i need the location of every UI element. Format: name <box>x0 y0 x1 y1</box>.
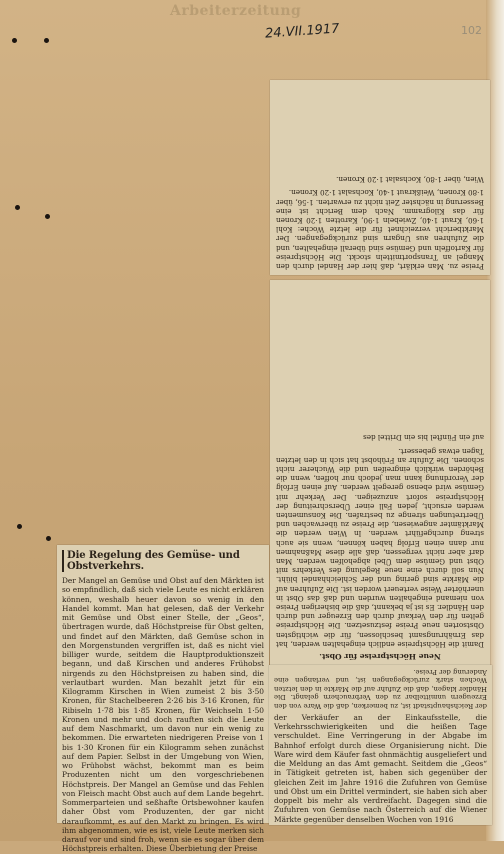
inverted-footer: Wien, über 1·80, Kochsalat 1·20 Kronen. <box>336 175 484 185</box>
handwritten-date: 24.VII.1917 <box>264 21 340 42</box>
article-headline: Die Regelung des Gemüse- und Obstverkehrs. <box>62 550 264 572</box>
inverted-text-block <box>270 80 490 275</box>
inverted-lines: der Reichshauptstadt ist, zu bemerken, daß die Ware von den Erzeugern unmittelbar zu den Verbrauchern gelangt. Die Händler klagen, daß die Zufuhr auf die Märkte in den letzten Wochen stark zurückgegangen ist, und verlangen eine Änderung der Preise. <box>274 667 487 710</box>
inverted-text-block <box>270 280 490 665</box>
clipping-lower <box>269 665 492 825</box>
binding-hole-middle-right <box>45 214 50 219</box>
inverted-paragraph: Preise zu. Man erklärt, daß hier der Handel durch den Mangel an Transportmitteln stockt. Die Höchstpreise für Kartoffeln und Gemüse sind überall eingehalten, und die Zufuhren aus Ungarn sind zurückgegangen. Der Marktbericht verzeichnet für die letzte Woche: Kohl 1·60, Kraut 1·40, Zwiebeln 1·90, Karotten 1·20 Kronen für das Kilogramm. Nach dem Bericht ist eine Besserung in nächster Zeit nicht zu erwarten. 1·56, über 1·80 Kronen, Weißkraut 1·40, Kochsalat 1·20 Kronen. <box>276 188 484 271</box>
main-article-clipping <box>57 545 269 854</box>
continued-text: der Verkäufer an der Einkaufsstelle, die Verkehrsschwierigkeiten und die heißen Tage verschuldet. Eine Verringerung in der Abgabe im Bahnhof erfolgt durch diese Organisierung nicht. Die Ware wird dem Käufer fast ohnmächtig ausgeliefert und die Meldung an das Amt gemacht. Seitdem die „Geos“ in Tätigkeit getreten ist, haben sich gegenüber der gleichen Zeit im Jahre 1916 die Zufuhren von Gemüse und Obst um ein Drittel vermindert, sie haben sich aber doppelt bis mehr als verdreifacht. Dagegen sind die Zufuhren von Gemüse nach Österreich auf die Wiener Märkte gegenüber denselben Wochen von 1916 <box>274 712 487 824</box>
masthead: Arbeiterzeitung <box>170 3 302 19</box>
inverted-end-line: auf ein Fünftel bis ein Drittel des <box>363 433 484 443</box>
binding-hole-lower <box>17 524 22 529</box>
binding-hole-top-right <box>44 38 49 43</box>
binding-hole-top <box>12 38 17 43</box>
inverted-paragraph: Damit die Höchstpreise endlich eingehalten werden, hat das Ernährungsamt beschlossen, für die wichtigsten Obstsorten neue Preise festzusetzen. Die Höchstpreise gelten für den Verkauf durch den Erzeuger und durch den Händler. Es ist ja bekannt, daß die bisherigen Preise von niemand eingehalten wurden und daß das Obst in unerhörter Weise verteuert worden ist. Die Zufuhren auf die Märkte sind gering und der Schleichhandel blüht. Nun soll durch eine neue Regelung des Verkehrs mit Obst und Gemüse dem Übel abgeholfen werden. Man darf aber nicht vergessen, daß alle diese Maßnahmen nur dann einen Erfolg haben können, wenn sie auch streng durchgeführt werden. In Wien werden die Marktämter angewiesen, die Preise zu überwachen und Übertretungen strenge zu bestrafen. Die Konsumenten werden ersucht, jeden Fall einer Überschreitung der Höchstpreise sofort anzuzeigen. Der Verkehr mit Gemüse wird ebenso geregelt werden. Auf einen Erfolg der Verordnung kann man jedoch nur hoffen, wenn die Behörden wirklich eingreifen und die Wucherer nicht schonen. Die Zufuhr an Frühobst hat sich in den letzten Tagen etwas gebessert. <box>276 446 484 649</box>
binding-hole-middle <box>15 205 20 210</box>
binding-hole-lower-right <box>46 536 51 541</box>
inverted-title: Neue Höchstpreise für Obst. <box>319 652 441 661</box>
clipping-middle-inverted <box>270 280 490 665</box>
page-number: 102 <box>461 24 482 37</box>
clipping-upper-inverted <box>270 80 490 275</box>
article-body: Der Mangel an Gemüse und Obst auf den Märkten ist so empfindlich, daß sich viele Leute es nicht erklären können, weshalb heuer davon so wenig in den Handel kommt. Man hat gelesen, daß der Verkehr mit Gemüse und Obst einer Stelle, der „Geos“, übertragen wurde, daß Höchstpreise für Obst gelten, und findet auf den Märkten, daß Gemüse schon in den Morgenstunden vergriffen ist, daß es nicht viel billiger wurde, seitdem die Hauptproduktionszeit begann, und daß Kirschen und anderes Frühobst nirgends zu den Höchstpreisen zu haben sind, die verlautbart wurden. Man bezahlt jetzt für ein Kilogramm Kirschen in Wien zumeist 2 bis 3·50 Kronen, für Stachelbeeren 2·26 bis 3·16 Kronen, für Ribiseln 1·78 bis 1·85 Kronen, für Weichseln 1·50 Kronen und mehr und doch rauften sich die Leute auf dem Naschmarkt, um davon nur ein wenig zu bekommen. Die erwarteten niedrigeren Preise von 1 bis 1·30 Kronen für ein Kilogramm sehen zunächst auf dem Papier. Selbst in der Umgebung von Wien, wo Frühobst wächst, bekommt man es beim Produzenten nicht um den vorgeschriebenen Höchstpreis. Der Mangel an Gemüse und das Fehlen von Fleisch macht Obst auch auf dem Lande begehrt. Sommerparteien und seßhafte Ortsbewohner kaufen daher Obst vom Produzenten, der gar nicht daraufkommt, es auf den Markt zu bringen. Es wird ihm abgenommen, wie es ist, viele Leute merken sich darauf vor und sind froh, wenn sie es sogar über dem Höchstpreis erhalten. Diese Überbietung der Preise <box>62 576 264 854</box>
